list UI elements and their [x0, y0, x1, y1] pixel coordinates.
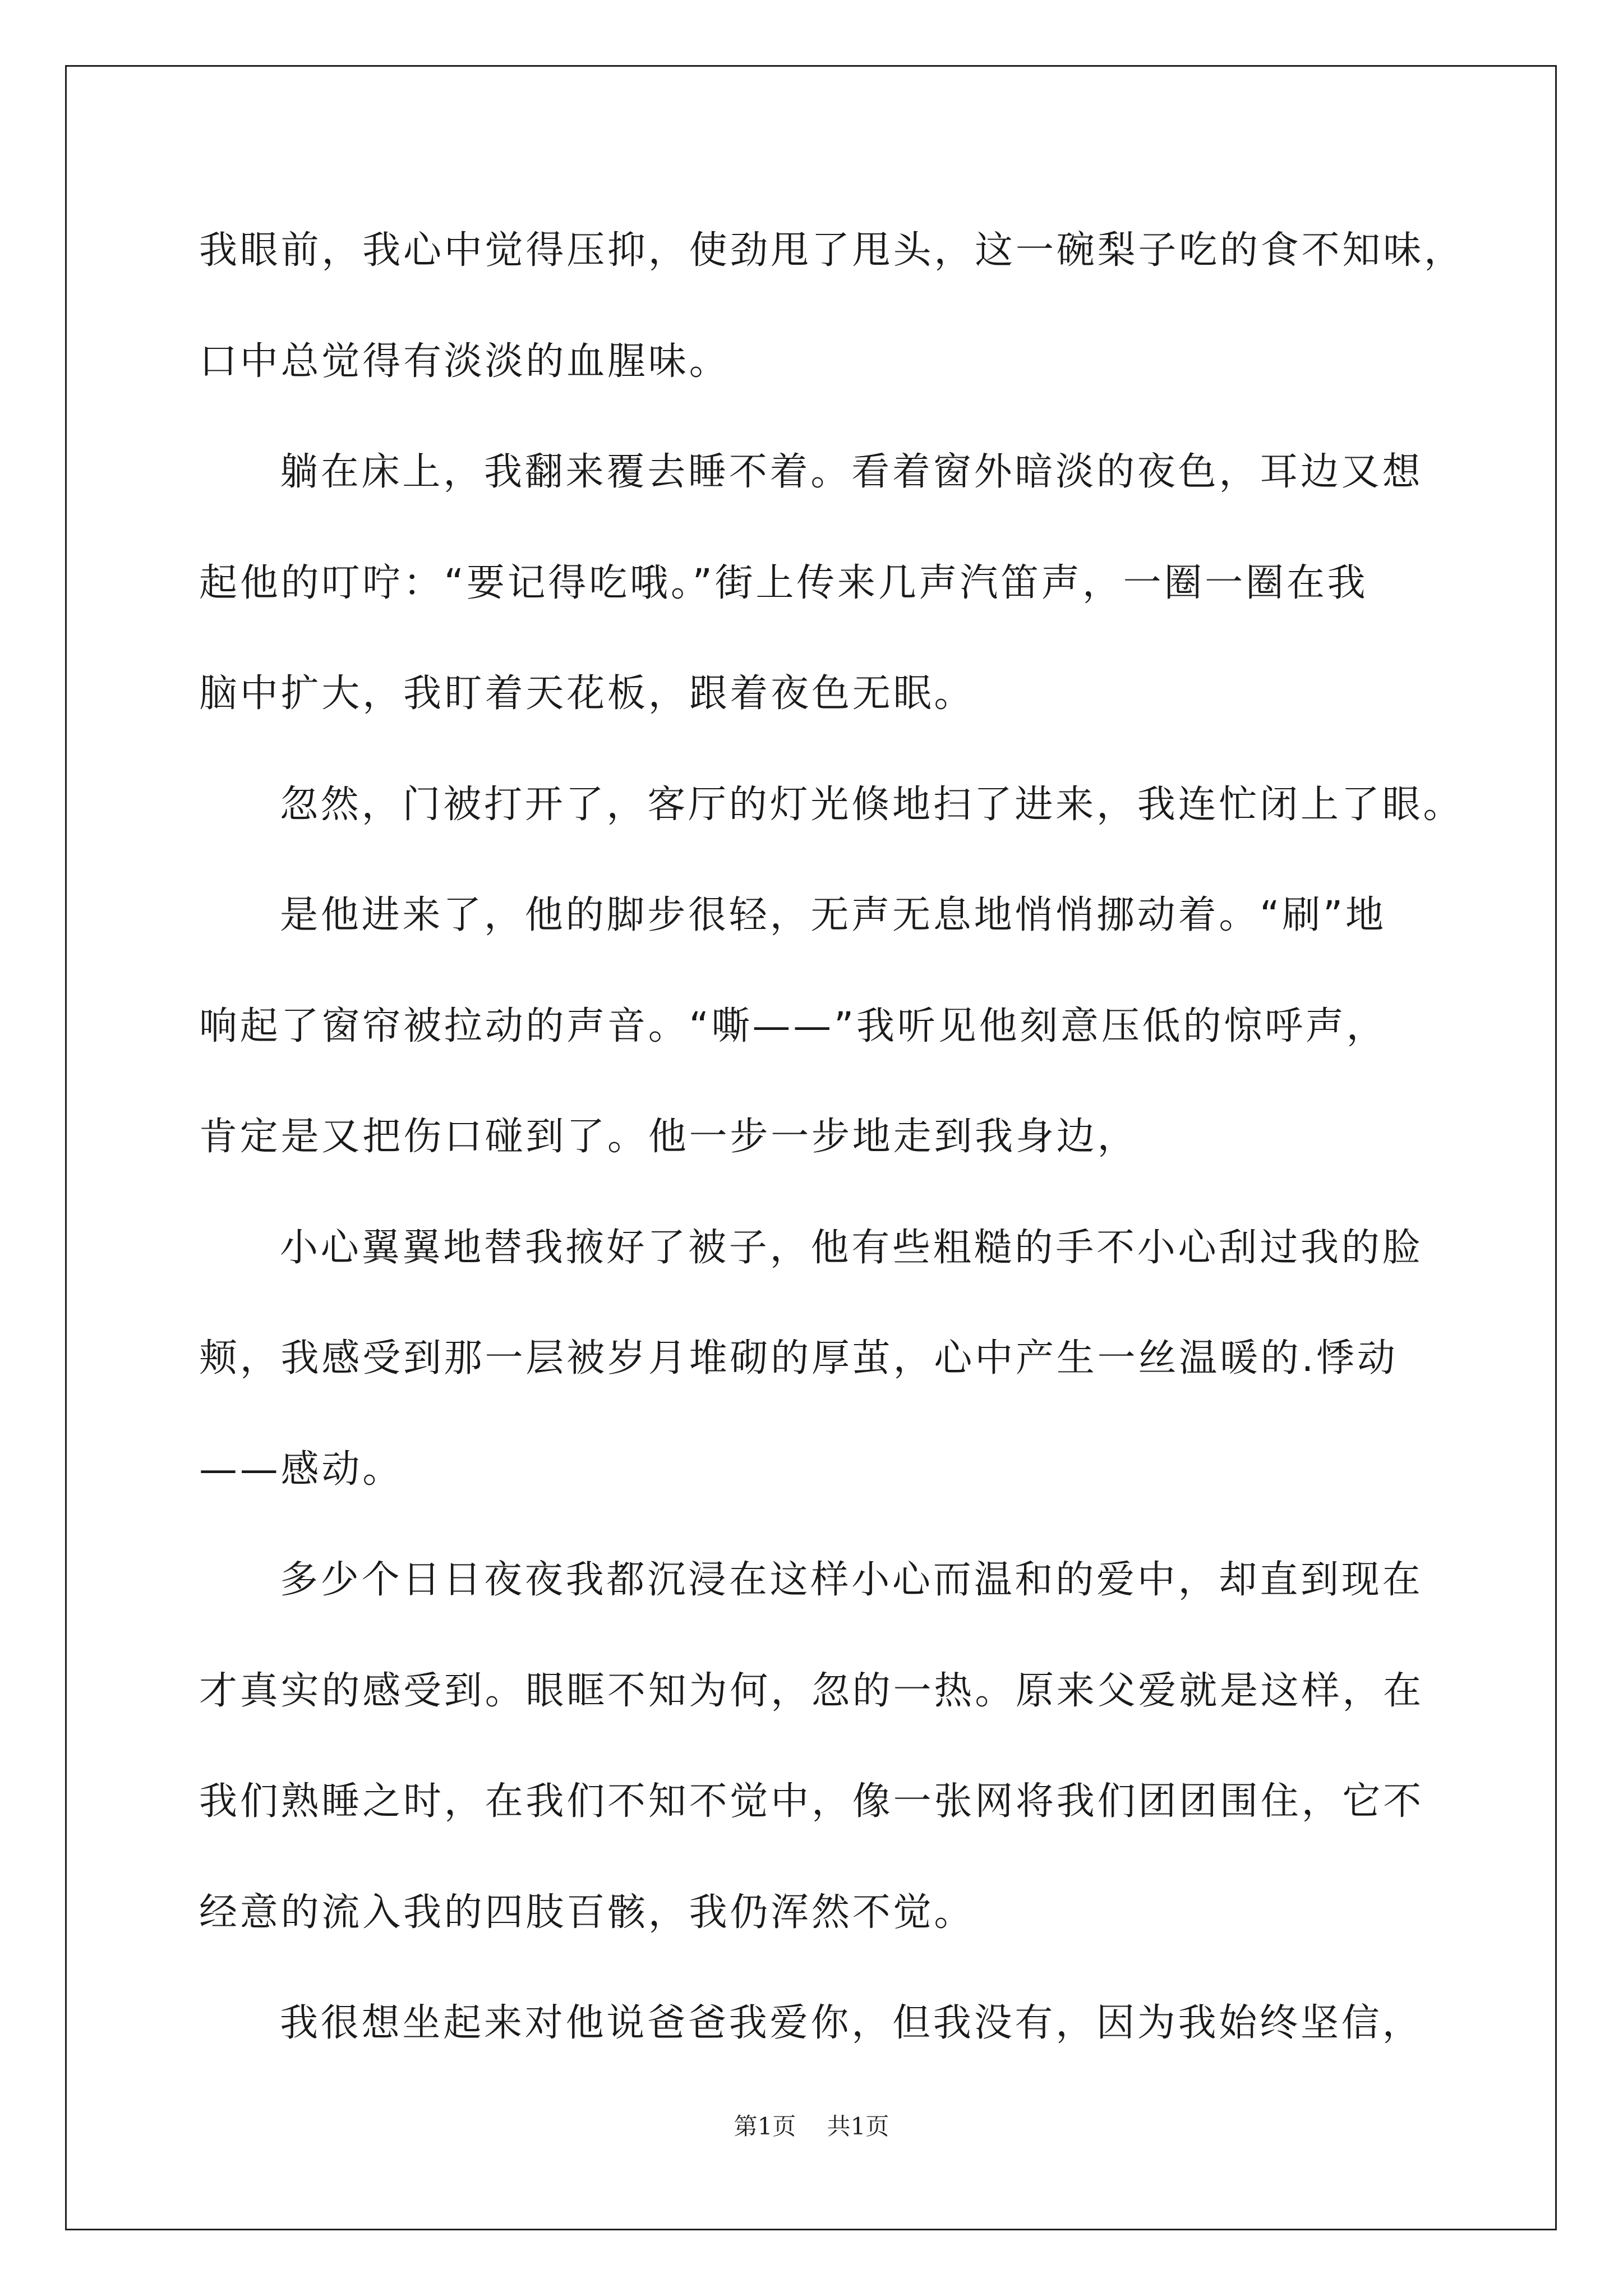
text-line: 小心翼翼地替我掖好了被子，他有些粗糙的手不小心刮过我的脸 — [280, 1225, 1423, 1270]
text-line: 脑中扩大，我盯着天花板，跟着夜色无眠。 — [199, 671, 975, 716]
text-line: 我很想坐起来对他说爸爸我爱你，但我没有，因为我始终坚信， — [280, 2001, 1423, 2045]
text-line: ——感动。 — [199, 1447, 404, 1492]
page-number: 第1页 — [734, 2113, 796, 2140]
text-line: 是他进来了，他的脚步很轻，无声无息地悄悄挪动着。“刷”地 — [280, 893, 1386, 937]
text-line: 口中总觉得有淡淡的血腥味。 — [199, 339, 730, 384]
text-line: 躺在床上，我翻来覆去睡不着。看着窗外暗淡的夜色，耳边又想 — [280, 450, 1423, 494]
text-line: 我眼前，我心中觉得压抑，使劲甩了甩头，这一碗梨子吃的食不知味， — [199, 228, 1465, 273]
text-line: 颊，我感受到那一层被岁月堆砌的厚茧，心中产生一丝温暖的.悸动 — [199, 1336, 1398, 1381]
page-total: 共1页 — [827, 2113, 889, 2140]
text-line: 起他的叮咛：“要记得吃哦。”街上传来几声汽笛声，一圈一圈在我 — [199, 560, 1368, 605]
page-footer — [0, 2108, 1623, 2142]
text-line: 响起了窗帘被拉动的声音。“嘶——”我听见他刻意压低的惊呼声， — [199, 1004, 1387, 1048]
text-line: 经意的流入我的四肢百骸，我仍浑然不觉。 — [199, 1890, 975, 1935]
text-line: 忽然，门被打开了，客厅的灯光倏地扫了进来，我连忙闭上了眼。 — [280, 782, 1464, 827]
text-line: 我们熟睡之时，在我们不知不觉中，像一张网将我们团团围住，它不 — [199, 1779, 1424, 1824]
text-line: 才真实的感受到。眼眶不知为何，忽的一热。原来父爱就是这样，在 — [199, 1668, 1424, 1713]
text-line: 肯定是又把伤口碰到了。他一步一步地走到我身边， — [199, 1115, 1138, 1159]
text-line: 多少个日日夜夜我都沉浸在这样小心而温和的爱中，却直到现在 — [280, 1558, 1423, 1602]
document-body — [199, 195, 1465, 2079]
